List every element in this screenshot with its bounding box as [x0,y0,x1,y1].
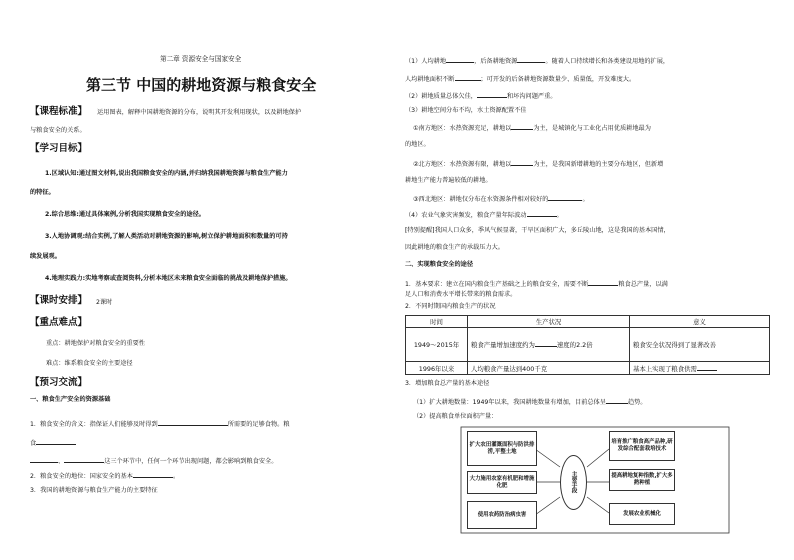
r1-line-a: （1）人均耕地 ，后备耕地资源 。随着人口持续增长和各类建设用地的扩展， [405,58,670,65]
key-point: 重点：耕地保护对粮食安全的重要性 [46,340,145,347]
north-line-b: 耕地生产能力普遍较低的耕地。 [405,177,492,184]
goal-2: 2.综合思维:通过具体案例,分析我国实现粮食安全的途径。 [45,211,205,218]
chapter-heading: 第二章 资源安全与国家安全 [160,55,242,63]
r4-line: （4）农业气象灾害频发，粮食产量年际波动 。 [405,212,563,219]
northwest-line: ③西北地区：耕地仅分布在水资源条件相对较好的 。 [413,196,589,203]
measure-pesticide: 使用农药防治病虫害 [467,501,537,529]
kcbz-text-1: 运用图表，解释中国耕地资源的分布，说明其开发利用现状，以及耕地保护 [97,109,302,116]
center-main-means: 主要手段 [560,455,587,510]
page-title: 第三节 中国的耕地资源与粮食安全 [86,76,317,94]
table-cell: 人均粮食产量达到400千克 [468,362,630,375]
table-header-row [406,316,770,328]
goal-3a: 3.人地协调观:结合实例,了解人类活动对耕地资源的影响,树立保护耕地面积和数量的可持 [45,233,288,240]
right-column [397,0,794,560]
table-row [406,328,770,362]
measure-varieties: 培育推广粮食高产品种,研发综合配套栽培技术 [609,431,675,461]
q1-line-b: 食 [30,438,76,447]
subsection-1: 一、粮食生产安全的资源基础 [30,396,111,403]
table-cell: 粮食安全状况得到了显著改善 [630,328,770,362]
table-header-cell: 生产状况 [468,316,630,328]
section-kcbz-head: 【课程标准】 [30,106,88,117]
section-kscap-head: 【课时安排】 [30,295,88,306]
b1-line-b: 足人口和消费水平增长带来的粮食需求。 [405,291,517,298]
r2-line: （2）耕地质量总体欠佳， 和坏沟问题严重。 [405,93,557,100]
section-zdnd-head: 【重点难点】 [30,317,88,328]
q1-line-a: 1．粮食安全的含义：指保证人们能够及时得到 所需要的足够食物。粮 [30,421,290,428]
special-tip-1: [特别提醒]我国人口众多，季风气候显著，干旱区面积广大，多丘陵山地，这是我国的基本国情， [405,227,670,234]
subsection-2: 二、实现粮食安全的途径 [405,261,474,268]
p2-line: （2）提高粮食单位面积产量： [413,413,498,420]
table-cell: 粮食产量增加速度约为 速度的2.2倍 [468,328,630,362]
goal-4: 4.地理实践力:实地考察或查阅资料,分析本地区未来粮食安全面临的挑战及耕地保护措施。 [45,275,292,282]
table-row [406,362,770,375]
measure-fertilizer: 大力施用农家有机肥和增施化肥 [467,471,537,494]
north-line-a: ②北方地区：水热资源有限，耕地以 为主，是我国新增耕地的主要分布地区，但新增 [413,161,664,168]
table-cell: 基本上实现了粮食供需 [630,362,770,375]
b3-line: 3．增加粮食总产量的基本途径 [405,380,490,387]
b1-line-a: 1．基本要求：建立在国内粮食生产基础之上的粮食安全，需要不断 粮食总产量，以满 [405,281,668,288]
kscap-value: 2课时 [96,299,113,306]
section-ysjl-head: 【预习交流】 [30,377,88,388]
measure-irrigation: 扩大农田灌溉面积与防洪排涝,平整土地 [467,431,537,466]
kcbz-text-2: 与粮食安全的关系。 [30,127,86,134]
measure-multicropping: 提高耕地复种指数,扩大多熟种植 [609,469,675,491]
goal-3b: 续发展观。 [30,253,61,260]
p1-line: （1）扩大耕地数量：1949年以来，我国耕地数量有增加，目前总体呈 趋势。 [413,399,647,406]
difficult-point: 难点：维系粮食安全的主要途径 [46,360,133,367]
production-table [405,315,770,375]
goal-1a: 1.区域认知:通过图文材料,说出我国粮食安全的内涵,并归纳我国耕地资源与粮食生产能力 [45,170,288,177]
q3-line: 3．我国的耕地资源与粮食生产能力的主要特征 [30,487,158,494]
r3-line: （3）耕地空间分布不均，水土资源配置不佳 [405,107,527,114]
table-header-cell: 意义 [630,316,770,328]
r1-line-b: 人均耕地面积不断 ；可开发的后备耕地资源数量少、质量低，开发难度大。 [405,76,636,83]
table-header-cell: 时间 [406,316,468,328]
south-line-a: ①南方地区：水热资源充足，耕地以 为主，是城镇化与工业化占用优质耕地最为 [413,125,651,132]
special-tip-2: 因此耕地的粮食生产的承载压力大。 [405,244,504,251]
section-xxmb-head: 【学习目标】 [30,143,88,154]
q2-line: 2．粮食安全的地位：国家安全的基本 。 [30,473,180,480]
south-line-b: 的地区。 [405,141,430,148]
table-cell: 1996年以来 [406,362,468,375]
b2-line: 2．不同时期国内粮食生产的状况 [405,303,496,310]
measure-mechanization: 发展农业机械化 [609,503,675,525]
goal-1b: 的特征。 [30,189,55,196]
q1-line-c: 、 这三个环节中，任何一个环节出现问题，都会影响到粮食安全。 [30,456,277,465]
table-cell: 1949～2015年 [406,328,468,362]
